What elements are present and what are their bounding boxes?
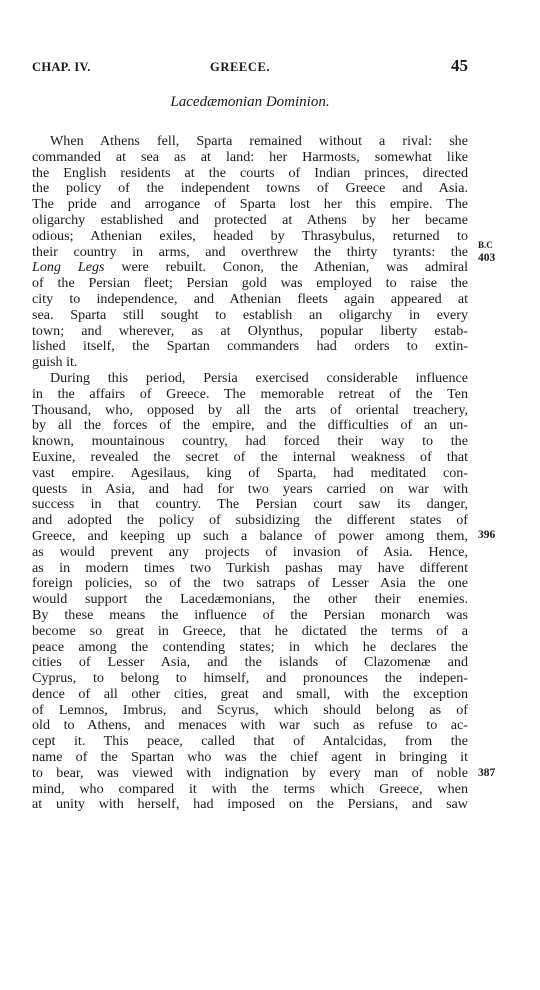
text-line [32, 166, 468, 182]
line-text: to bear, was viewed with indignation by every man of noble [32, 764, 468, 781]
text-line [32, 324, 468, 340]
text-line [32, 766, 468, 782]
line-text: lished itself, the Spartan commanders had orders to extin- [32, 338, 468, 355]
text-line [32, 260, 468, 276]
running-title: GREECE. [210, 60, 271, 74]
text-line [32, 782, 468, 798]
text-line [32, 497, 468, 513]
text-line [32, 466, 468, 482]
body-text [32, 134, 468, 813]
text-line [32, 418, 468, 434]
text-line [32, 355, 468, 371]
line-text: by all the forces of the empire, and the difficulties of an un- [32, 417, 468, 434]
text-line [32, 671, 468, 687]
text-line [32, 513, 468, 529]
line-text: cities of Lesser Asia, and the islands of Clazomenæ and [32, 654, 468, 671]
line-text: old to Athens, and menaces with war such as refuse to ac- [32, 717, 468, 734]
line-text: success in that country. The Persian court saw its danger, [32, 496, 468, 513]
text-line [32, 529, 468, 545]
text-line [32, 640, 468, 656]
margin-note-year-403: 403 [478, 252, 496, 264]
text-line [32, 624, 468, 640]
text-line [32, 655, 468, 671]
line-text: of Lemnos, Imbrus, and Scyrus, which should belong as of [32, 701, 468, 718]
line-text: sea. Sparta still sought to establish an oligarchy in every [32, 306, 468, 323]
page-number: 45 [451, 56, 468, 75]
text-line [32, 482, 468, 498]
line-text: Euxine, revealed the secret of the internal weakness of that [32, 448, 468, 465]
line-text: guish it. [32, 354, 78, 371]
line-text: When Athens fell, Sparta remained without a rival: she [50, 133, 468, 149]
text-line [32, 150, 468, 166]
margin-note-year-387: 387 [478, 767, 496, 779]
line-text: cept it. This peace, called that of Antalcidas, from the [32, 733, 468, 750]
text-line [32, 134, 468, 150]
line-text: become so great in Greece, that he dictated the terms of a [32, 622, 468, 639]
text-line [32, 608, 468, 624]
line-text: vast empire. Agesilaus, king of Sparta, had meditated con- [32, 464, 468, 481]
running-header [32, 58, 468, 80]
text-line [32, 245, 468, 261]
line-text: foreign policies, so of the two satraps of Lesser Asia the one [32, 575, 468, 592]
line-text: the policy of the independent towns of Greece and Asia. [32, 180, 468, 197]
line-text: town; and wherever, as at Olynthus, popular liberty estab- [32, 322, 468, 339]
text-line [32, 734, 468, 750]
text-line [32, 592, 468, 608]
line-text: peace among the contending states; in which he declares the [32, 638, 468, 655]
text-line [32, 750, 468, 766]
chapter-label: CHAP. IV. [32, 60, 91, 74]
line-text: quests in Asia, and had for two years carried on war with [32, 480, 468, 497]
text-line [32, 687, 468, 703]
line-text: dence of all other cities, great and small, with the exception [32, 685, 468, 702]
line-text: the English residents at the courts of Indian princes, directed [32, 164, 468, 181]
text-line [32, 308, 468, 324]
line-text: as would prevent any projects of invasion of Asia. Hence, [32, 543, 468, 560]
text-line [32, 576, 468, 592]
text-line [32, 339, 468, 355]
italic-phrase: Long Legs [32, 259, 105, 276]
text-line [32, 718, 468, 734]
line-text: at unity with herself, had imposed on the Persians, and saw [32, 796, 468, 813]
line-text: were rebuilt. Conon, the Athenian, was admiral [104, 259, 468, 276]
text-line [32, 450, 468, 466]
text-line [32, 197, 468, 213]
line-text: and adopted the policy of subsidizing the different states of [32, 512, 468, 529]
line-text: as in modern times two Turkish pashas may have different [32, 559, 468, 576]
margin-note-bc: B.C [478, 240, 493, 250]
text-line [32, 276, 468, 292]
line-text: The pride and arrogance of Sparta lost her this empire. The [32, 196, 468, 213]
line-text: known, mountainous country, had forced their way to the [32, 433, 468, 450]
text-line [32, 561, 468, 577]
line-text: of the Persian fleet; Persian gold was employed to raise the [32, 275, 468, 292]
section-title: Lacedæmonian Dominion. [170, 94, 330, 110]
line-text: oligarchy established and protected at Athens by her became [32, 211, 468, 228]
text-line [32, 797, 468, 813]
text-line [32, 545, 468, 561]
text-line [32, 229, 468, 245]
line-text: By these means the influence of the Persian monarch was [32, 606, 468, 623]
line-text: city to independence, and Athenian fleets again appeared at [32, 290, 468, 307]
line-text: Thousand, who, opposed by all the arts of oriental treachery, [32, 401, 468, 418]
line-text: commanded at sea as at land: her Harmosts, somewhat like [32, 148, 468, 165]
margin-note-year-396: 396 [478, 529, 496, 541]
text-line [32, 213, 468, 229]
text-line [32, 292, 468, 308]
text-line [32, 403, 468, 419]
text-line [32, 371, 468, 387]
line-text: name of the Spartan who was the chief agent in bringing it [32, 749, 468, 766]
line-text: in the affairs of Greece. The memorable retreat of the Ten [32, 385, 468, 402]
text-line [32, 181, 468, 197]
line-text: Cyprus, to belong to himself, and pronounces the indepen- [32, 670, 468, 687]
line-text: odious; Athenian exiles, headed by Thrasybulus, returned to [32, 227, 468, 244]
text-line [32, 703, 468, 719]
text-line [32, 387, 468, 403]
text-line [32, 434, 468, 450]
line-text: mind, who compared it with the terms which Greece, when [32, 780, 468, 797]
line-text: During this period, Persia exercised considerable influence [50, 369, 468, 386]
line-text: their country in arms, and overthrew the thirty tyrants: the [32, 243, 468, 260]
line-text: would support the Lacedæmonians, the other their enemies. [32, 591, 468, 608]
line-text: Greece, and keeping up such a balance of power among them, [32, 527, 468, 544]
